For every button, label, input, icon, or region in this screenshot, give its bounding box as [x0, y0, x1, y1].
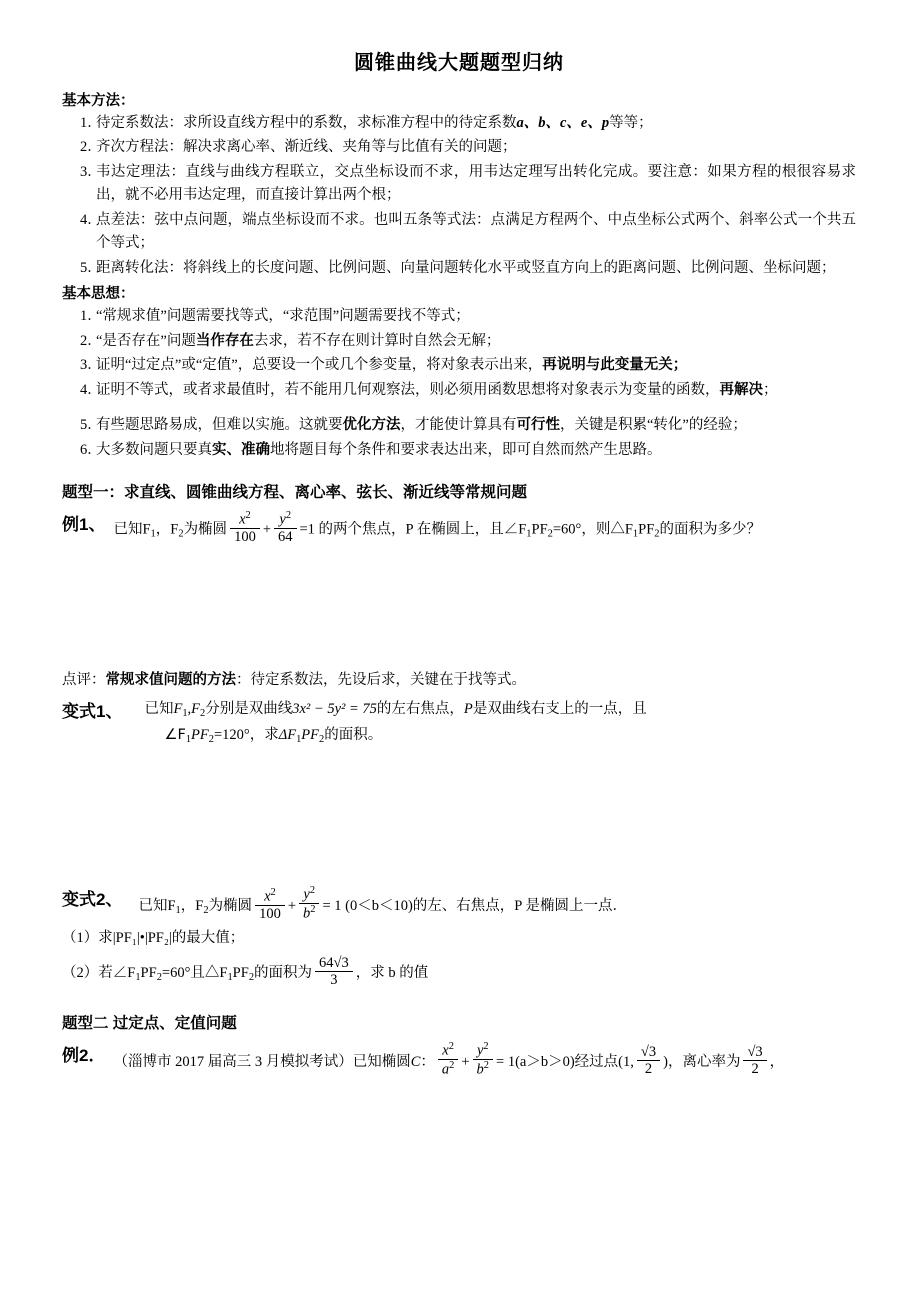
v1-f2: F [191, 700, 201, 717]
ex2-ed: 2 [743, 1060, 766, 1078]
example-2-body [113, 1041, 856, 1078]
ex2-f2d: b [476, 1061, 484, 1078]
ex1-t0: 已知F [113, 521, 151, 538]
variant-1-answer-space [62, 749, 856, 881]
v2-t1: ，F [180, 898, 204, 915]
ex1-fraction-1 [230, 510, 260, 546]
v1-t0: 已知 [144, 700, 174, 717]
v2-f2d: b [303, 905, 311, 922]
v2-i2-fraction [315, 955, 353, 989]
ex1-s6: 2 [654, 528, 660, 540]
v2-t2: 为椭圆 [208, 898, 253, 915]
comment-label: 点评： [62, 672, 106, 689]
ex2-t0: （淄博市 2017 届高三 3 月模拟考试）已知椭圆 [113, 1053, 411, 1070]
item-text-p1: 有些题思路易成，但难以实施。这就要 [96, 417, 343, 434]
v1-t3: 是双曲线右支上的一点，且 [472, 700, 647, 717]
variant-1-line-2 [130, 723, 856, 749]
v2-i2s3: 1 [227, 971, 233, 983]
ex2-pt-close: ) [663, 1053, 668, 1070]
example-1-body [113, 510, 856, 546]
item-text-p2: 地将题目每个条件和要求表达出来，即可自然而然产生思路。 [270, 441, 662, 458]
item-number: 2． [80, 139, 102, 156]
example-2 [62, 1041, 856, 1078]
item-vars: a、b、c、e、p [516, 115, 610, 131]
item-number: 6． [80, 441, 102, 458]
ex1-f2d: 64 [274, 528, 297, 546]
variant-2 [62, 885, 856, 922]
item-number: 2． [80, 332, 102, 349]
v1-l2e: PF [301, 726, 320, 743]
ex2-ptd: 2 [637, 1060, 660, 1078]
item-text-b1: 优化方法 [342, 417, 401, 434]
comment-text: ：待定系数法，先设后求，关键在于找等式。 [236, 672, 526, 689]
item-text [96, 354, 856, 377]
ex1-t1: ，F [155, 521, 179, 538]
basic-methods-list [62, 112, 856, 280]
ex2-point-fraction [637, 1044, 660, 1078]
variant-2-label: 变式2、 [62, 890, 123, 910]
list-item [62, 209, 856, 256]
variant-1-body [130, 697, 856, 749]
ex1-t4: PF [531, 521, 548, 538]
item-text-p1: 证明“过定点”或“定值”，总要设一个或几个参变量，将对象表示出来， [96, 357, 543, 374]
ex1-s2: 2 [178, 528, 184, 540]
item-number: 5． [80, 259, 102, 276]
v2-s1: 1 [175, 904, 181, 916]
ex2-f2n: y [476, 1042, 484, 1059]
v1-l2s2: 2 [208, 733, 214, 745]
variant-1 [62, 697, 856, 749]
ex1-t6: PF [638, 521, 655, 538]
v2-fraction-2 [299, 885, 319, 922]
example-2-label: 例2． [62, 1045, 106, 1065]
topic-two-heading: 题型二 过定点、定值问题 [62, 1014, 237, 1032]
ex1-f1ns: 2 [245, 510, 251, 522]
item-text [96, 330, 856, 353]
ex2-f2ds: 2 [483, 1059, 490, 1071]
v2-i2fd: 3 [315, 971, 353, 989]
variant-2-body [130, 885, 856, 922]
item-text: 齐次方程法：解决求离心率、渐近线、夹角等与比值有关的问题； [96, 139, 517, 156]
basic-methods-heading: 基本方法： [62, 93, 135, 109]
v2-i2b: PF [140, 964, 157, 981]
list-item [62, 439, 856, 462]
ex2-f1ds: 2 [449, 1059, 455, 1071]
v1-f1: F [173, 700, 183, 717]
item-text [96, 379, 856, 402]
list-item [62, 354, 856, 377]
item-number: 4． [80, 211, 102, 228]
v2-i2s1: 1 [135, 971, 141, 983]
item-text [96, 439, 856, 462]
item-text-p2: 去求，若不存在则计算时自然会无解； [253, 332, 501, 349]
ex2-colon: ： [420, 1053, 435, 1070]
v2-i2fn: 64√3 [319, 954, 349, 971]
comment-bold: 常规求值问题的方法 [105, 672, 236, 689]
v2-i2c: =60°且△F [161, 964, 228, 981]
v2-f1n: x [264, 887, 271, 904]
v2-f1ns: 2 [270, 886, 276, 898]
ex2-fraction-2 [473, 1041, 493, 1078]
basic-ideas-list [62, 305, 856, 462]
v1-t1: 分别是双曲线 [205, 700, 293, 717]
item-text-p3: ，关键是积累“转化”的经验； [560, 417, 747, 434]
list-item [62, 379, 856, 402]
item-text [96, 414, 856, 437]
v2-plus: + [287, 898, 296, 915]
v2-f2ds: 2 [310, 904, 316, 916]
list-item [62, 414, 856, 437]
item-text-p1: 证明不等式，或者求最值时，若不能用几何观察法，则必须用函数思想将对象表示为变量的函数， [96, 381, 720, 398]
page-title: 圆锥曲线大题题型归纳 [354, 52, 564, 74]
ex1-s1: 1 [150, 528, 156, 540]
v2-f2ns: 2 [309, 885, 316, 897]
v2-i2e: 的面积为 [254, 964, 313, 981]
ex2-en: √3 [747, 1043, 763, 1060]
ex2-f1d: a [441, 1061, 450, 1078]
v1-t2: 的左右焦点， [376, 700, 464, 717]
v1-l2c: =120°，求 [213, 726, 279, 743]
item-text [96, 161, 856, 208]
ex2-t1: = 1(a＞b＞0)经过点 [496, 1053, 619, 1070]
ex2-curve: C [410, 1053, 421, 1070]
example-1-answer-space [62, 546, 856, 664]
ex2-f1ns: 2 [448, 1040, 454, 1052]
item-number: 5． [80, 417, 102, 434]
list-item [62, 330, 856, 353]
list-item [62, 112, 856, 135]
item-number: 1． [80, 308, 102, 325]
ex2-f1n: x [442, 1042, 449, 1059]
v1-l2s3: 1 [296, 733, 302, 745]
v1-l2b: PF [191, 726, 209, 743]
v1-l2s1: 1 [185, 733, 192, 745]
ex1-s3: 1 [526, 528, 532, 540]
item-text-p2: ； [763, 381, 778, 398]
ex1-s5: 1 [632, 528, 639, 540]
item-text-p2: ，才能使计算具有 [400, 417, 517, 434]
ex2-plus: + [461, 1053, 470, 1070]
item-text: 点差法：弦中点问题，端点坐标设而不求。也叫五条等式法：点满足方程两个、中点坐标公式两个、斜率公式一个共五个等式； [96, 211, 856, 252]
list-item [62, 161, 856, 208]
item-text-main: 韦达定理法：直线与曲线方程联立，交点坐标设而不求，用韦达定理写出转化完成。 [96, 163, 648, 180]
v1-f1s: 1 [182, 707, 188, 719]
ex2-ptn: √3 [640, 1043, 657, 1060]
list-item [62, 257, 856, 280]
ex1-f1n: x [239, 511, 246, 528]
example-1-comment [62, 668, 856, 693]
v2-i2f: ，求 b 的值 [355, 964, 429, 981]
item-text-pre: 待定系数法：求所设直线方程中的系数，求标准方程中的待定系数 [96, 115, 517, 131]
item-text-b1: 再解决 [719, 381, 763, 398]
item-text: 距离转化法：将斜线上的长度问题、比例问题、向量问题转化水平或竖直方向上的距离问题、比例问题、坐标问题； [96, 259, 836, 276]
v2-f1d: 100 [255, 905, 285, 923]
ex2-t2: ，离心率为 [667, 1053, 741, 1070]
item-text-b1: 再说明与此变量无关； [542, 357, 688, 374]
v1-eq: 3x² − 5y² = 75 [292, 700, 377, 717]
basic-ideas-heading: 基本思想： [62, 286, 135, 303]
topic-one-heading: 题型一：求直线、圆锥曲线方程、离心率、弦长、渐近线等常规问题 [62, 484, 528, 502]
v2-i2s2: 2 [156, 971, 162, 983]
list-item [62, 136, 856, 159]
item-text-emph: 要注意：如果方程的根很容易求出，就不必用韦达定理，而直接计算出两个根； [96, 163, 857, 204]
item-text-p1: 大多数问题只要真 [96, 441, 212, 458]
v1-l2d: ΔF [278, 726, 297, 743]
item-number: 3． [80, 357, 102, 374]
v2-t0: 已知F [138, 898, 176, 915]
example-1-label: 例1、 [62, 515, 106, 535]
item-text [96, 112, 856, 135]
ex1-fraction-2 [274, 510, 297, 546]
v2-s2: 2 [203, 904, 209, 916]
ex1-plus: + [262, 521, 271, 538]
item-number: 4． [80, 381, 102, 398]
item-text-b1: 实、准确 [212, 441, 270, 458]
ex1-f2ns: 2 [285, 510, 292, 522]
item-text-post: 等等； [609, 115, 653, 131]
variant-1-label: 变式1、 [62, 701, 123, 721]
item-text-b2: 可行性 [516, 417, 560, 434]
ex1-t3: =1 的两个焦点，P 在椭圆上，且∠F [299, 521, 527, 538]
item-text-p1: “是否存在”问题 [96, 332, 196, 349]
ex1-f1d: 100 [230, 528, 260, 546]
item-number: 3． [80, 163, 102, 180]
ex1-t2: 为椭圆 [183, 521, 228, 538]
ex2-t3: ， [769, 1053, 785, 1070]
ex2-pt-open: (1, [618, 1053, 634, 1070]
variant-2-item-2 [62, 955, 856, 989]
item-text-b1: 当作存在 [195, 332, 254, 349]
ex1-t5: =60°，则△F [552, 521, 633, 538]
item-number: 1． [80, 115, 102, 131]
example-1 [62, 510, 856, 546]
ex2-fraction-1 [438, 1041, 458, 1078]
ex2-f2ns: 2 [483, 1040, 489, 1052]
v1-comma: , [187, 700, 192, 717]
ex2-ecc-fraction [743, 1044, 766, 1078]
v1-l2a: ∠F [164, 726, 186, 743]
list-item [62, 305, 856, 328]
variant-2-item-1: （1）求|PF₁|•|PF₂|的最大值； [62, 930, 245, 947]
v2-fraction-1 [255, 887, 285, 923]
item-text: “常规求值”问题需要找等式，“求范围”问题需要找不等式； [96, 308, 470, 325]
v2-t3: = 1 (0＜b＜10)的左、右焦点，P 是椭圆上一点． [322, 898, 627, 915]
v2-i2a: （2）若∠F [62, 964, 136, 981]
v2-i2s4: 2 [248, 971, 255, 983]
v1-l2f: 的面积。 [324, 726, 383, 743]
ex1-s4: 2 [547, 528, 553, 540]
v1-l2s4: 2 [319, 733, 325, 745]
ex1-t7: 的面积为多少？ [659, 521, 761, 538]
v2-i2d: PF [232, 964, 249, 981]
v1-f2s: 2 [200, 707, 206, 719]
v1-p: P [463, 700, 473, 717]
ex1-f2n: y [279, 511, 286, 528]
list-spacer [62, 403, 856, 413]
v2-f2n: y [303, 886, 310, 903]
